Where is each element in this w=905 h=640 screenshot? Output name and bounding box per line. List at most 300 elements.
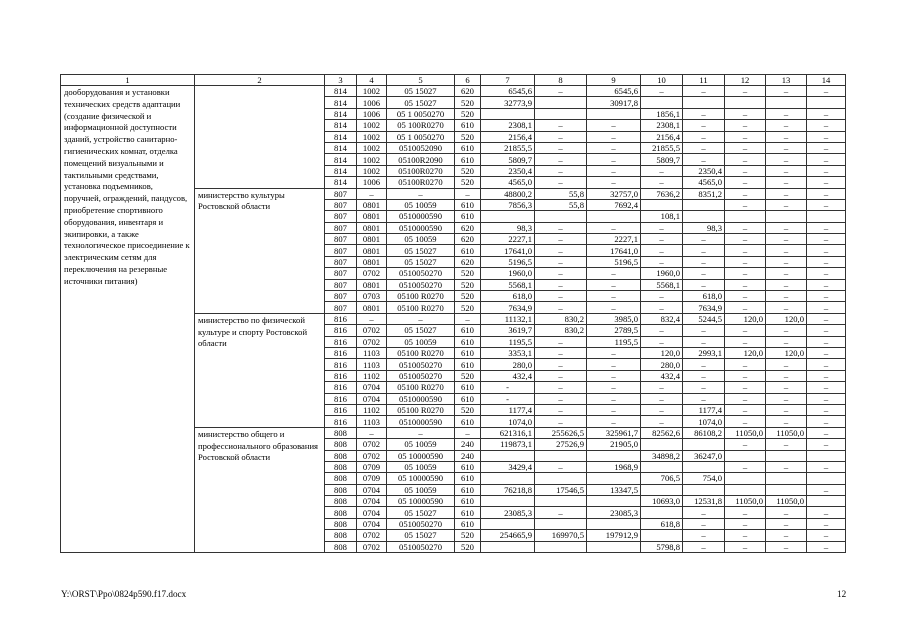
code-cell: 05 10000590 [387,450,455,461]
amount-cell: – [587,131,641,142]
column-number: 14 [807,75,846,86]
code-cell: 1002 [357,165,387,176]
code-cell: 05 10059 [387,234,455,245]
code-cell: 808 [325,496,357,507]
amount-cell: – [807,336,846,347]
amount-cell: – [807,188,846,199]
amount-cell: 11050,0 [766,427,807,438]
amount-cell: – [725,245,766,256]
code-cell: 0510050270 [387,268,455,279]
amount-cell: 5196,5 [587,256,641,267]
amount-cell: – [587,359,641,370]
code-cell: 610 [455,245,481,256]
amount-cell: – [587,177,641,188]
amount-cell: – [725,199,766,210]
amount-cell: - [481,393,535,404]
amount-cell [587,518,641,529]
amount-cell: – [725,108,766,119]
amount-cell: – [587,154,641,165]
amount-cell: 280,0 [641,359,683,370]
amount-cell: 1195,5 [481,336,535,347]
amount-cell: – [587,120,641,131]
amount-cell [683,439,725,450]
amount-cell [683,461,725,472]
amount-cell: – [587,370,641,381]
code-cell: 610 [455,347,481,358]
code-cell: 0704 [357,484,387,495]
code-cell: 1002 [357,142,387,153]
amount-cell: – [766,393,807,404]
amount-cell: 11050,0 [725,427,766,438]
code-cell: 816 [325,359,357,370]
amount-cell: – [807,541,846,552]
code-cell: 0801 [357,211,387,222]
code-cell: 610 [455,518,481,529]
amount-cell: – [766,530,807,541]
amount-cell: – [535,245,587,256]
amount-cell: 432,4 [481,370,535,381]
amount-cell [725,211,766,222]
amount-cell: – [725,154,766,165]
code-cell: 610 [455,382,481,393]
amount-cell: – [807,86,846,97]
amount-cell [725,97,766,108]
amount-cell: – [725,382,766,393]
amount-cell: – [807,439,846,450]
purpose-cell: дооборудования и установки технических средств адаптации (создание физической и информационной доступности зданий, устройство санитарно-гигиенических комнат, отделка помещений визуальными и тактильными средствами, установка подъемников, поручней, ограждений, пандусов, приобретение спортивного оборудования, инвентаря и экипировки, а также технологическое присоединение к электрическим сетям для переключения на резервные источники питания) [61,86,195,553]
amount-cell: 2789,5 [587,325,641,336]
code-cell: 610 [455,393,481,404]
amount-cell: 254665,9 [481,530,535,541]
code-cell: 520 [455,108,481,119]
amount-cell [535,97,587,108]
code-cell: – [387,188,455,199]
code-cell: 610 [455,507,481,518]
code-cell: 0801 [357,279,387,290]
amount-cell: 5568,1 [481,279,535,290]
amount-cell: – [725,177,766,188]
amount-cell: - [481,382,535,393]
code-cell: 814 [325,177,357,188]
amount-cell: – [807,313,846,324]
amount-cell: – [725,86,766,97]
code-cell: – [357,313,387,324]
amount-cell: – [807,427,846,438]
amount-cell: 169970,5 [535,530,587,541]
column-number: 12 [725,75,766,86]
amount-cell: – [807,359,846,370]
amount-cell: – [641,302,683,313]
code-cell: 0704 [357,382,387,393]
amount-cell: – [725,291,766,302]
table-body [61,75,846,553]
column-number: 4 [357,75,387,86]
amount-cell: 7856,3 [481,199,535,210]
amount-cell: 432,4 [641,370,683,381]
amount-cell [807,450,846,461]
amount-cell: – [807,120,846,131]
amount-cell: 11050,0 [766,496,807,507]
amount-cell [587,450,641,461]
amount-cell [587,473,641,484]
amount-cell: – [587,302,641,313]
amount-cell: 1856,1 [641,108,683,119]
code-cell: – [357,188,387,199]
amount-cell: 2308,1 [641,120,683,131]
amount-cell: – [766,518,807,529]
column-number: 7 [481,75,535,86]
amount-cell: – [766,86,807,97]
amount-cell: 2308,1 [481,120,535,131]
amount-cell: – [535,393,587,404]
code-cell: 05 1 0050270 [387,131,455,142]
amount-cell: 7692,4 [587,199,641,210]
code-cell: 0801 [357,256,387,267]
amount-cell: – [766,245,807,256]
amount-cell: – [807,165,846,176]
amount-cell: 618,0 [481,291,535,302]
code-cell: 05 15027 [387,507,455,518]
code-cell: 808 [325,507,357,518]
amount-cell: – [587,393,641,404]
amount-cell: – [683,142,725,153]
amount-cell: – [807,347,846,358]
amount-cell: – [766,461,807,472]
amount-cell: 197912,9 [587,530,641,541]
code-cell: 814 [325,120,357,131]
amount-cell: – [766,291,807,302]
amount-cell: – [766,256,807,267]
amount-cell: – [641,86,683,97]
code-cell: 0704 [357,393,387,404]
amount-cell: – [807,507,846,518]
amount-cell: – [535,131,587,142]
amount-cell: 34898,2 [641,450,683,461]
ministry-cell [195,86,325,189]
amount-cell [641,461,683,472]
code-cell: 1002 [357,120,387,131]
code-cell: 520 [455,302,481,313]
code-cell: 0510000590 [387,393,455,404]
code-cell: 1103 [357,416,387,427]
amount-cell: – [587,291,641,302]
code-cell: 0510000590 [387,211,455,222]
amount-cell: – [535,336,587,347]
code-cell: 0801 [357,302,387,313]
amount-cell: 36247,0 [683,450,725,461]
code-cell: – [455,427,481,438]
amount-cell: – [766,199,807,210]
amount-cell: 82562,6 [641,427,683,438]
column-number: 10 [641,75,683,86]
amount-cell: 5798,8 [641,541,683,552]
amount-cell: – [683,541,725,552]
amount-cell: 6545,6 [481,86,535,97]
amount-cell: 76218,8 [481,484,535,495]
amount-cell: – [535,222,587,233]
amount-cell: – [535,142,587,153]
code-cell: 814 [325,142,357,153]
code-cell: 0510000590 [387,222,455,233]
amount-cell: 120,0 [766,313,807,324]
code-cell: 814 [325,108,357,119]
code-cell: 05 1 0050270 [387,108,455,119]
amount-cell: – [725,370,766,381]
amount-cell: 618,0 [683,291,725,302]
code-cell: 05 10000590 [387,473,455,484]
amount-cell: 4565,0 [683,177,725,188]
code-cell: 816 [325,313,357,324]
amount-cell: 13347,5 [587,484,641,495]
amount-cell: 11050,0 [725,496,766,507]
amount-cell: – [683,518,725,529]
code-cell: 807 [325,222,357,233]
code-cell: 0510050270 [387,518,455,529]
column-number: 8 [535,75,587,86]
amount-cell: – [725,530,766,541]
ministry-cell: министерство по физической культуре и спорту Ростовской области [195,313,325,427]
amount-cell: – [766,541,807,552]
code-cell: 05 100R0270 [387,120,455,131]
amount-cell: – [807,234,846,245]
amount-cell: 5568,1 [641,279,683,290]
code-cell: 05 10059 [387,461,455,472]
code-cell: 1006 [357,108,387,119]
amount-cell: – [807,382,846,393]
amount-cell: – [587,279,641,290]
amount-cell: – [766,279,807,290]
code-cell: 05 15027 [387,97,455,108]
amount-cell: – [725,165,766,176]
code-cell: 05100 R0270 [387,382,455,393]
amount-cell: – [587,347,641,358]
code-cell: 0510050270 [387,541,455,552]
amount-cell: – [807,370,846,381]
amount-cell: – [766,268,807,279]
code-cell: 0510050270 [387,359,455,370]
code-cell: 0801 [357,199,387,210]
code-cell: 05 15027 [387,256,455,267]
amount-cell [481,108,535,119]
code-cell: 1102 [357,370,387,381]
code-cell: 05 15027 [387,530,455,541]
amount-cell [683,484,725,495]
code-cell: 610 [455,473,481,484]
amount-cell: – [683,234,725,245]
code-cell: 0704 [357,507,387,518]
amount-cell: – [683,268,725,279]
code-cell: 814 [325,86,357,97]
amount-cell: 3985,0 [587,313,641,324]
amount-cell: 1177,4 [683,404,725,415]
amount-cell: – [535,416,587,427]
column-number: 11 [683,75,725,86]
amount-cell: – [683,256,725,267]
code-cell: 05 15027 [387,325,455,336]
amount-cell: 98,3 [683,222,725,233]
amount-cell: – [535,234,587,245]
amount-cell: – [766,325,807,336]
footer-file-path: Y:\ORST\Ppo\0824p590.f17.docx [61,589,187,599]
amount-cell: – [683,120,725,131]
code-cell: 0801 [357,234,387,245]
code-cell: 0510000590 [387,416,455,427]
code-cell: 808 [325,439,357,450]
amount-cell [683,199,725,210]
amount-cell: – [641,222,683,233]
amount-cell: – [766,142,807,153]
amount-cell: – [766,154,807,165]
code-cell: 240 [455,439,481,450]
code-cell: 620 [455,256,481,267]
amount-cell: – [725,439,766,450]
amount-cell: – [535,359,587,370]
amount-cell: 5244,5 [683,313,725,324]
amount-cell: 10693,0 [641,496,683,507]
column-number: 13 [766,75,807,86]
amount-cell: – [725,131,766,142]
ministry-cell: министерство культуры Ростовской области [195,188,325,313]
column-number: 3 [325,75,357,86]
amount-cell: – [725,541,766,552]
amount-cell: 55,8 [535,188,587,199]
amount-cell: – [807,279,846,290]
amount-cell: – [807,199,846,210]
amount-cell [766,97,807,108]
code-cell: 1002 [357,131,387,142]
amount-cell: – [725,325,766,336]
code-cell: 0709 [357,461,387,472]
amount-cell: – [683,370,725,381]
amount-cell [641,484,683,495]
amount-cell: – [725,393,766,404]
amount-cell: – [683,530,725,541]
amount-cell: – [766,302,807,313]
amount-cell [535,108,587,119]
amount-cell: – [535,256,587,267]
amount-cell: 120,0 [641,347,683,358]
code-cell: 610 [455,416,481,427]
amount-cell: – [641,404,683,415]
amount-cell: 108,1 [641,211,683,222]
amount-cell: – [683,245,725,256]
code-cell: 0801 [357,222,387,233]
amount-cell: – [725,142,766,153]
amount-cell: – [683,336,725,347]
amount-cell: 754,0 [683,473,725,484]
amount-cell [535,541,587,552]
code-cell: 807 [325,268,357,279]
code-cell: 05 15027 [387,245,455,256]
code-cell: 610 [455,496,481,507]
code-cell: 05 10059 [387,336,455,347]
amount-cell: – [587,382,641,393]
amount-cell: – [641,256,683,267]
amount-cell: – [807,268,846,279]
code-cell: 610 [455,461,481,472]
code-cell: – [357,427,387,438]
code-cell: 808 [325,484,357,495]
amount-cell: – [587,165,641,176]
amount-cell [807,211,846,222]
code-cell: 816 [325,382,357,393]
budget-table [60,74,846,553]
amount-cell: – [725,416,766,427]
amount-cell: – [766,370,807,381]
amount-cell: – [535,507,587,518]
header-row [61,75,846,86]
amount-cell [766,473,807,484]
code-cell: 807 [325,279,357,290]
code-cell: 520 [455,97,481,108]
amount-cell: 55,8 [535,199,587,210]
code-cell: 814 [325,165,357,176]
amount-cell: – [641,234,683,245]
code-cell: 1103 [357,347,387,358]
amount-cell: 3619,7 [481,325,535,336]
code-cell: 816 [325,336,357,347]
amount-cell [807,97,846,108]
column-number: 2 [195,75,325,86]
amount-cell [535,518,587,529]
amount-cell [766,211,807,222]
amount-cell: 2993,1 [683,347,725,358]
amount-cell [535,211,587,222]
amount-cell [725,484,766,495]
amount-cell: – [535,154,587,165]
code-cell: 814 [325,97,357,108]
amount-cell: – [535,177,587,188]
code-cell: 807 [325,245,357,256]
code-cell: – [387,313,455,324]
amount-cell: – [807,222,846,233]
ministry-cell: министерство общего и профессионального образования Ростовской области [195,427,325,552]
code-cell: 05100 R0270 [387,302,455,313]
code-cell: 807 [325,211,357,222]
amount-cell: – [807,131,846,142]
code-cell: 05100 R0270 [387,347,455,358]
code-cell: 808 [325,427,357,438]
amount-cell: – [725,234,766,245]
amount-cell [535,473,587,484]
amount-cell: – [725,404,766,415]
amount-cell: – [683,325,725,336]
amount-cell: – [535,404,587,415]
amount-cell: – [535,268,587,279]
code-cell: 0702 [357,439,387,450]
amount-cell: 621316,1 [481,427,535,438]
amount-cell [587,541,641,552]
amount-cell [481,473,535,484]
amount-cell [641,507,683,518]
code-cell: 808 [325,530,357,541]
code-cell: 620 [455,234,481,245]
amount-cell: – [725,336,766,347]
code-cell: 610 [455,142,481,153]
code-cell: 610 [455,336,481,347]
code-cell: 0702 [357,325,387,336]
code-cell: 610 [455,325,481,336]
amount-cell: – [725,120,766,131]
amount-cell: – [725,188,766,199]
amount-cell: – [766,416,807,427]
amount-cell: 7634,9 [683,302,725,313]
amount-cell: – [725,359,766,370]
code-cell: 816 [325,393,357,404]
code-cell: 0702 [357,268,387,279]
amount-cell: – [807,142,846,153]
amount-cell: – [587,416,641,427]
